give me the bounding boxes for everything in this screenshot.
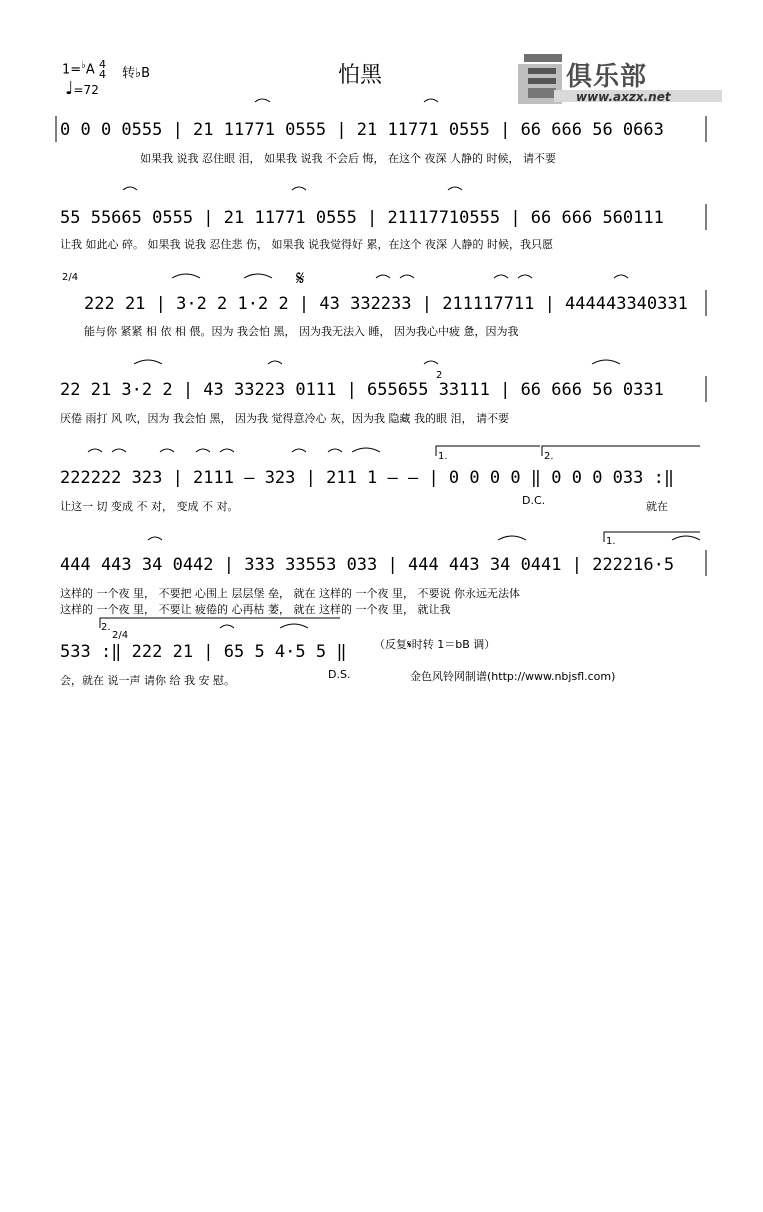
score-row-5-notes: 222222 323 | 2111 – 323 | 211 1 – – | 0 0 0 0 ‖ 0 0 0 033 :‖	[60, 468, 675, 488]
slur-mark	[424, 361, 438, 364]
page-title: 怕黑	[338, 63, 383, 88]
slur-mark	[498, 536, 526, 540]
score-row-4-notes: 22 21 3·2 2 | 43 33223 0111 | 655655 33111 | 66 666 56 0331	[60, 380, 664, 400]
slur-mark	[160, 449, 174, 452]
time-top: 4	[98, 58, 106, 71]
repeat-instruction: （反复𝄋时转 1＝bB 调）	[374, 638, 496, 651]
slur-mark	[448, 187, 462, 190]
slur-mark	[672, 536, 700, 540]
ds-mark: D.S.	[328, 668, 351, 681]
slur-mark	[592, 360, 620, 364]
time-change-mark: 2/4	[62, 272, 79, 283]
slur-mark	[292, 187, 306, 190]
slur-mark	[518, 275, 532, 278]
slur-mark	[424, 99, 438, 102]
score-row-2-lyrics: 让我 如此心 碎。 如果我 说我 忍住悲 伤， 如果我 说我觉得好 累，在这个 夜深 人静的 时候，我只愿	[60, 238, 553, 251]
ending-2-mark-row7: 2.	[101, 622, 111, 633]
logo-site-url: www.axzx.net	[576, 90, 671, 104]
score-row-1-notes: 0 0 0 0555 | 21 11771 0555 | 21 11771 0555 | 66 666 56 0663	[60, 120, 664, 140]
slur-mark	[88, 449, 102, 452]
segno-icon: 𝄋	[296, 266, 305, 290]
slur-mark	[112, 449, 126, 452]
slur-mark	[244, 274, 272, 278]
quarter-note-icon: ♩	[65, 78, 74, 99]
slur-mark	[123, 187, 137, 190]
time-change-mark-row7: 2/4	[112, 630, 129, 641]
slur-mark	[255, 99, 270, 102]
credit-line: 金色风铃网制谱(http://www.nbjsfl.com)	[410, 670, 616, 683]
grace-note-mark: 2	[436, 370, 443, 381]
slur-mark	[134, 360, 162, 364]
slur-mark	[148, 537, 162, 540]
modulation-label: 转♭B	[122, 66, 151, 81]
slur-mark	[268, 361, 282, 364]
logo-name: 俱乐部	[566, 62, 648, 92]
time-bottom: 4	[98, 68, 106, 81]
slur-mark	[400, 275, 414, 278]
key-flat: ♭	[81, 60, 86, 72]
slur-mark	[376, 275, 390, 278]
score-row-2-notes: 55 55665 0555 | 21 11771 0555 | 21117710555 | 66 666 560111	[60, 208, 664, 228]
slur-mark	[196, 449, 210, 452]
score-row-3-lyrics: 能与你 紧紧 相 依 相 偎。因为 我会怕 黑， 因为我无法入 睡， 因为我心中疲 惫，因为我	[84, 325, 519, 338]
ending-1-mark: 1.	[438, 451, 448, 462]
ending-2-mark: 2.	[544, 451, 554, 462]
tempo-value: =72	[73, 83, 99, 97]
jiuzai-lyric: 就在	[646, 500, 668, 513]
score-row-7-lyrics: 会，就在 说一声 请你 给 我 安 慰。	[60, 674, 235, 687]
slur-mark	[220, 449, 234, 452]
ending-1-mark-row6: 1.	[606, 536, 616, 547]
score-row-5-lyrics: 让这一 切 变成 不 对， 变成 不 对。	[60, 500, 239, 513]
ending-bracket	[604, 532, 700, 542]
score-row-6-notes: 444 443 34 0442 | 333 33553 033 | 444 443 34 0441 | 222216·5	[60, 555, 675, 575]
key-prefix: 1=	[62, 62, 82, 78]
slur-mark	[220, 625, 234, 628]
slur-mark	[172, 274, 200, 278]
slur-mark	[494, 275, 508, 278]
score-row-3-notes: 222 21 | 3·2 2 1·2 2 | 43 332233 | 211117711 | 444443340331	[84, 294, 688, 314]
slur-mark	[280, 624, 308, 628]
slur-mark	[292, 449, 306, 452]
dc-mark: D.C.	[522, 494, 546, 507]
ending-bracket	[542, 446, 700, 456]
slur-mark	[352, 448, 380, 452]
score-row-6-lyrics: 这样的 一个夜 里， 不要把 心围上 层层堡 垒， 就在 这样的 一个夜 里， 不要说 你永远无法体	[60, 587, 520, 600]
score-row-6-lyrics-verse2: 这样的 一个夜 里， 不要让 疲倦的 心再枯 萎， 就在 这样的 一个夜 里， 就让我	[60, 603, 451, 616]
key-letter: A	[85, 62, 95, 78]
ending-bracket	[436, 446, 540, 456]
score-row-4-lyrics: 厌倦 雨打 风 吹，因为 我会怕 黑， 因为我 觉得意冷心 灰，因为我 隐藏 我的眼 泪， 请不要	[60, 412, 509, 425]
slur-mark	[328, 449, 342, 452]
score-row-7-notes: 533 :‖ 222 21 | 65 5 4·5 5 ‖	[60, 642, 347, 662]
slur-mark	[614, 275, 628, 278]
score-row-1-lyrics: 如果我 说我 忍住眼 泪， 如果我 说我 不会后 悔， 在这个 夜深 人静的 时候， 请不要	[140, 152, 556, 165]
